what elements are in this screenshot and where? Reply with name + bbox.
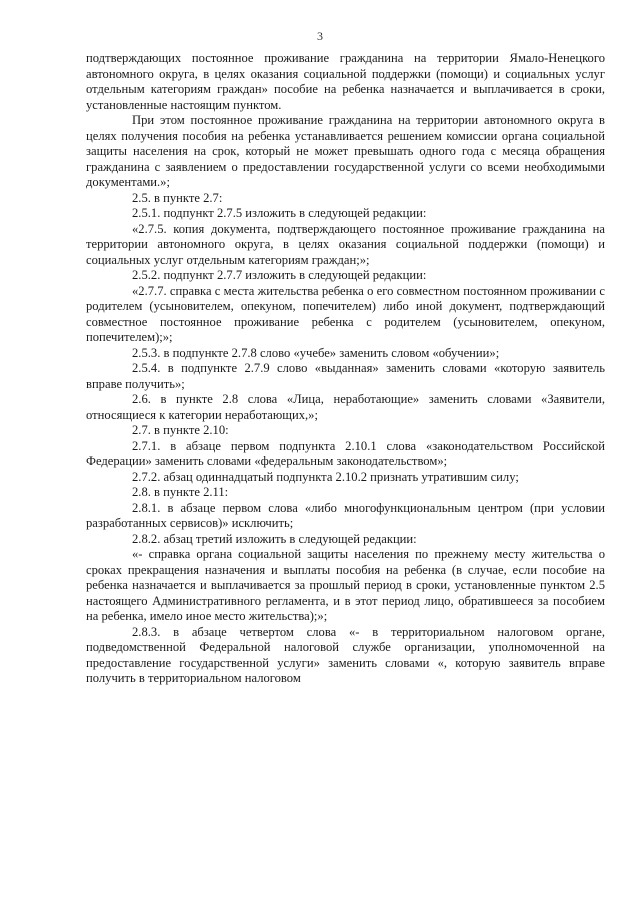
paragraph: 2.8.1. в абзаце первом слова «либо многофункциональным центром (при условии разработанных сервисов)» исключить; <box>86 500 605 530</box>
paragraph: 2.5.3. в подпункте 2.7.8 слово «учебе» заменить словом «обучении»; <box>132 345 500 360</box>
paragraph: «2.7.5. копия документа, подтверждающего постоянное проживание гражданина на территории автономного округа, в целях оказания социальной поддержки (помощи) и социальных услуг отдельным категориям граждан;»; <box>86 221 605 267</box>
paragraph: «2.7.7. справка с места жительства ребенка о его совместном постоянном проживании с родителем (усыновителем, опекуном, попечителем) либо иной документ, подтверждающий совместное постоянное проживание ребенка с родителем (усыновителем, опекуном, попечителем);»; <box>86 283 605 344</box>
paragraph: 2.8.3. в абзаце четвертом слова «- в территориальном налоговом органе, подведомственной Федеральной налоговой службе организации, уполномоченной на предоставление государственной услуги» заменить словами «, которую заявитель вправе получить в территориальном налоговом <box>86 624 605 685</box>
paragraph: 2.5.4. в подпункте 2.7.9 слово «выданная» заменить словами «которую заявитель вправе получить»; <box>86 361 605 391</box>
paragraph: 2.8.2. абзац третий изложить в следующей редакции: <box>132 531 417 546</box>
paragraph: 2.7.2. абзац одиннадцатый подпункта 2.10.2 признать утратившим силу; <box>132 469 519 484</box>
paragraph: 2.6. в пункте 2.8 слова «Лица, неработающие» заменить словами «Заявители, относящиеся к категории неработающих,»; <box>86 392 605 422</box>
paragraph: «- справка органа социальной защиты населения по прежнему месту жительства о сроках прекращения назначения и выплаты пособия на ребенка (в случае, если пособие на ребенка назначается и выплачивается за прошлый период в сроки, установленные пунктом 2.5 настоящего Административного регламента, и в этот период лицо, обратившееся за пособием на ребенка, имело иное место жительства);»; <box>86 547 605 623</box>
paragraph: 2.7.1. в абзаце первом подпункта 2.10.1 слова «законодательством Российской Федерации» заменить словами «федеральным законодательством»; <box>86 438 605 468</box>
paragraph: 2.7. в пункте 2.10: <box>132 423 229 437</box>
page-number: 3 <box>317 29 323 43</box>
paragraph: подтверждающих постоянное проживание гражданина на территории Ямало-Ненецкого автономного округа, в целях оказания социальной поддержки (помощи) и социальных услуг отдельным категориям граждан» пособие на ребенка назначается и выплачивается в сроки, установленные настоящим пунктом. <box>86 51 605 112</box>
paragraph: 2.5.1. подпункт 2.7.5 изложить в следующей редакции: <box>132 206 427 220</box>
paragraph: 2.5.2. подпункт 2.7.7 изложить в следующей редакции: <box>132 268 427 282</box>
paragraph: При этом постоянное проживание гражданина на территории автономного округа в целях получения пособия на ребенка устанавливается решением комиссии органа социальной защиты населения на срок, который не может превышать одного года с месяца обращения гражданина с заявлением о предоставлении государственной услуги со всеми необходимыми документами.»; <box>86 113 605 189</box>
document-body <box>86 51 605 687</box>
paragraph: 2.8. в пункте 2.11: <box>132 485 229 499</box>
paragraph: 2.5. в пункте 2.7: <box>132 190 223 205</box>
